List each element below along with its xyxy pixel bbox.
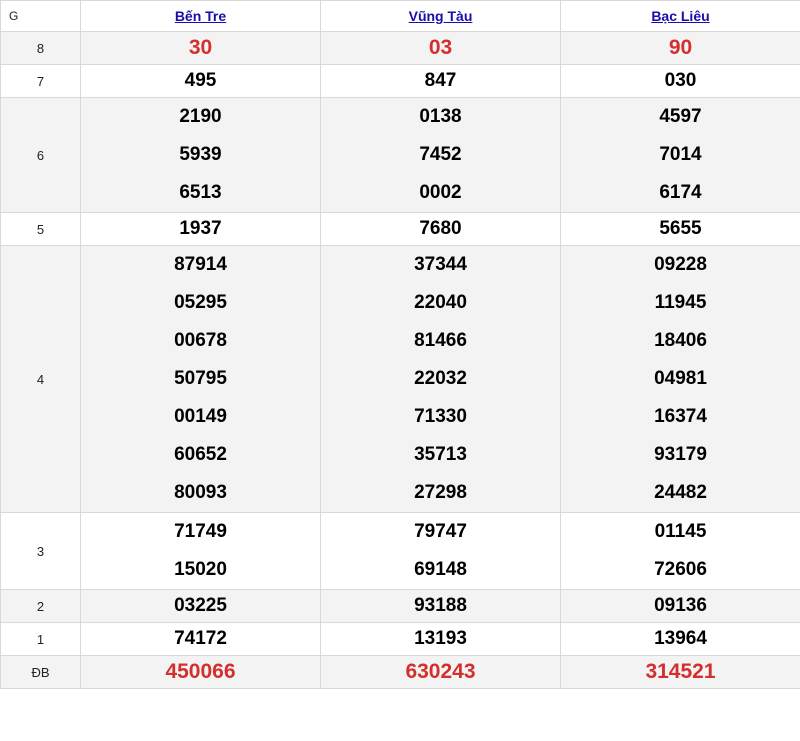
result-cell [561,32,800,65]
result-number: 00149 [174,406,227,427]
table-body [1,32,800,689]
result-cell [81,623,321,656]
result-number: 5655 [659,218,702,239]
result-cell [321,32,561,65]
result-number: 0138 [419,106,462,127]
result-number: 6174 [659,182,702,203]
result-number: 00678 [174,330,227,351]
prize-label: 4 [1,246,81,513]
result-cell [561,590,800,623]
result-cell [81,65,321,98]
result-cell [321,65,561,98]
result-number: 71749 [174,521,227,542]
result-number: 79747 [414,521,467,542]
result-number: 0002 [419,182,462,203]
table-header [1,1,800,32]
province-link-1[interactable]: Vũng Tàu [408,8,473,24]
result-number: 24482 [654,482,707,503]
result-number: 27298 [414,482,467,503]
province-link-0[interactable]: Bến Tre [174,8,227,24]
result-number: 030 [664,70,697,91]
prize-label: 6 [1,98,81,213]
result-number: 87914 [174,254,227,275]
prize-label: 3 [1,513,81,590]
result-number: 495 [184,70,217,91]
result-number: 13964 [654,628,707,649]
table-row [1,213,800,246]
result-number: 93179 [654,444,707,465]
result-cell [81,98,321,213]
prize-column-header: G [1,1,81,32]
result-number: 7014 [659,144,702,165]
result-number: 16374 [654,406,707,427]
table-row [1,513,800,590]
result-number: 4597 [659,106,702,127]
result-cell [561,623,800,656]
result-number: 314521 [645,660,716,683]
result-cell [561,213,800,246]
table-row [1,656,800,689]
result-number: 2190 [179,106,222,127]
province-header-0 [81,1,321,32]
result-number: 93188 [414,595,467,616]
prize-label: 8 [1,32,81,65]
result-cell [561,513,800,590]
province-link-2[interactable]: Bạc Liêu [651,8,710,24]
result-cell [321,98,561,213]
result-cell [81,213,321,246]
result-number: 1937 [179,218,222,239]
result-cell [81,246,321,513]
result-number: 09136 [654,595,707,616]
prize-label: 5 [1,213,81,246]
result-number: 37344 [414,254,467,275]
province-header-2 [561,1,800,32]
result-cell [321,513,561,590]
result-number: 5939 [179,144,222,165]
result-number: 03 [428,36,453,59]
result-number: 74172 [174,628,227,649]
result-cell [561,65,800,98]
result-number: 50795 [174,368,227,389]
result-number: 630243 [405,660,476,683]
result-number: 60652 [174,444,227,465]
result-cell [321,590,561,623]
result-cell [81,513,321,590]
result-number: 22032 [414,368,467,389]
table-row [1,65,800,98]
province-header-1 [321,1,561,32]
result-cell [561,656,800,689]
result-cell [81,590,321,623]
table-row [1,590,800,623]
table-row [1,32,800,65]
result-number: 09228 [654,254,707,275]
result-number: 81466 [414,330,467,351]
table-header-row [1,1,800,32]
result-number: 80093 [174,482,227,503]
result-cell [321,213,561,246]
result-cell [561,98,800,213]
result-number: 01145 [654,521,707,542]
prize-label: 2 [1,590,81,623]
result-number: 7680 [419,218,462,239]
result-number: 71330 [414,406,467,427]
result-number: 15020 [174,559,227,580]
result-number: 18406 [654,330,707,351]
result-number: 847 [424,70,457,91]
result-cell [81,32,321,65]
table-row [1,246,800,513]
result-number: 6513 [179,182,222,203]
result-cell [561,246,800,513]
prize-label: 1 [1,623,81,656]
result-number: 04981 [654,368,707,389]
result-number: 05295 [174,292,227,313]
result-number: 35713 [414,444,467,465]
table-row [1,623,800,656]
result-cell [321,246,561,513]
result-number: 13193 [414,628,467,649]
result-number: 30 [188,36,213,59]
result-number: 450066 [165,660,236,683]
table-row [1,98,800,213]
prize-label: 7 [1,65,81,98]
result-cell [321,656,561,689]
result-number: 72606 [654,559,707,580]
result-cell [81,656,321,689]
result-number: 69148 [414,559,467,580]
prize-label: ĐB [1,656,81,689]
result-number: 03225 [174,595,227,616]
result-number: 22040 [414,292,467,313]
result-cell [321,623,561,656]
result-number: 7452 [419,144,462,165]
result-number: 11945 [654,292,707,313]
result-number: 90 [668,36,693,59]
